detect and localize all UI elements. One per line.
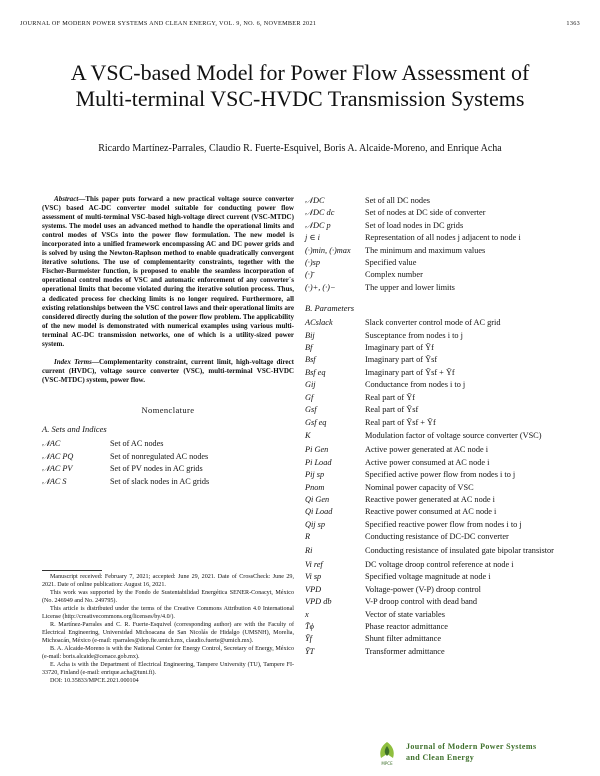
- index-terms-text: —Complementarity constraint, current limit, high-voltage direct current (HVDC), voltage source converter (VSC), multi-terminal VSC-HVDC (VSC-MTDC) system, power flow.: [42, 357, 294, 384]
- nom-symbol: x: [305, 609, 309, 619]
- nom-symbol: 𝒩AC: [42, 438, 61, 448]
- nomenclature-entry: [305, 609, 575, 621]
- nom-symbol: Gsf eq: [305, 417, 327, 427]
- nom-description: Transformer admittance: [365, 646, 445, 656]
- nom-description: DC voltage droop control reference at node i: [365, 559, 514, 569]
- nom-description: Real part of Ȳsf + Ȳf: [365, 417, 436, 427]
- nom-symbol: ACslack: [305, 318, 333, 328]
- nomenclature-entry: [305, 245, 575, 257]
- logo-line-1: Journal of Modern Power Systems: [406, 742, 537, 751]
- nom-symbol: 𝒩DC dc: [305, 208, 335, 218]
- nom-symbol: Pij sp: [305, 470, 325, 480]
- nomenclature-entry: [305, 207, 575, 219]
- nomenclature-entry: [305, 469, 575, 481]
- nomenclature-entry: [42, 463, 294, 476]
- nomenclature-entry: [305, 571, 575, 583]
- nom-symbol: Ri: [305, 545, 313, 555]
- abstract-text: —This paper puts forward a new practical voltage source converter (VSC) based AC-DC converter model suitable for conducting power flow assessment of multi-terminal VSC-based high-voltage direct current (VSC-MTDC) systems. The model uses an advanced method to handle the operational limits and control modes of VSCs into the power flow formulation. The new model is incorporated into a unified framework encompassing AC and DC power grids and is solved by using the Newton-Raphson method to enable quadratically convergent iterative solutions. The use of complementarity constraints, together with the Fischer-Burmeister function, is proposed to enable the seamless incorporation of operational control modes of VSC and automatic enforcement of any converter`s operational limits that become violated during the iterative solution process. Thus, a dedicated process for checking limits is no longer required. Furthermore, all existing relationships between the VSC control laws and their operational limits are considered directly during the solution of the power flow problem. The applicability of the new model is demonstrated with numerical examples using various multi-terminal AC-DC transmission networks, one of which is a utility-sized power system.: [42, 195, 294, 348]
- nomenclature-entry: [42, 438, 294, 451]
- nomenclature-entry: [305, 544, 575, 559]
- nomenclature-entry: [42, 451, 294, 464]
- nom-symbol: Pi Gen: [305, 445, 329, 455]
- nomenclature-entry: [305, 519, 575, 531]
- logo-line-2: and Clean Energy: [406, 752, 475, 762]
- footnote-rule: [42, 570, 102, 571]
- nomenclature-entry: [305, 257, 575, 269]
- nomenclature-entry: [305, 354, 575, 366]
- nom-symbol: VPD: [305, 584, 322, 594]
- footnote: B. A. Alcaide-Moreno is with the National Center for Energy Control, Secretary of Energy, México (e-mail: boris.alcaide@cenace.gob.mx).: [42, 646, 294, 660]
- nomenclature-entry: [305, 506, 575, 518]
- nom-symbol: 𝒩AC S: [42, 476, 67, 486]
- nom-symbol: (·)sp: [305, 258, 320, 268]
- journal-logo: [375, 740, 575, 770]
- nomenclature-entry: [305, 444, 575, 456]
- nom-description: Representation of all nodes j adjacent to node i: [365, 233, 521, 243]
- nom-symbol: K: [305, 430, 311, 440]
- nom-description: Specified voltage magnitude at node i: [365, 572, 491, 582]
- nom-description: Imaginary part of Ȳsf: [365, 355, 438, 365]
- nom-symbol: R: [305, 532, 311, 542]
- nom-description: The minimum and maximum values: [365, 245, 486, 255]
- author-list: Ricardo Martínez-Parrales, Claudio R. Fuerte-Esquivel, Boris A. Alcaide-Moreno, and Enrique Acha: [98, 143, 502, 154]
- nom-description: Nominal power capacity of VSC: [365, 482, 474, 492]
- nom-description: V-P droop control with dead band: [365, 597, 478, 607]
- nom-description: Set of AC nodes: [110, 438, 164, 448]
- right-column: [305, 195, 575, 658]
- nomenclature-entry: [305, 195, 575, 207]
- nomenclature-entry: [305, 269, 575, 281]
- nom-description: Conducting resistance of insulated gate bipolar transistor: [365, 545, 554, 555]
- nom-symbol: Vi ref: [305, 559, 323, 569]
- mpce-logo-icon: [375, 740, 399, 766]
- nomenclature-entry: [305, 392, 575, 404]
- nomenclature-entry: [305, 457, 575, 469]
- nom-description: Set of slack nodes in AC grids: [110, 476, 210, 486]
- nom-symbol: 𝒩DC: [305, 196, 325, 205]
- nom-symbol: Qij sp: [305, 519, 326, 529]
- footnote: E. Acha is with the Department of Electrical Engineering, Tampere University (TU), Tampere FI-33720, Finland (e-mail: enrique.acha@tuni.fi).: [42, 662, 294, 676]
- nom-symbol: Qi Load: [305, 507, 333, 517]
- nom-symbol: 𝒩AC PV: [42, 464, 73, 474]
- nomenclature-heading: Nomenclature: [141, 404, 195, 415]
- nom-symbol: Ȳf: [305, 634, 312, 644]
- footnote: This article is distributed under the terms of the Creative Commons Attribution 4.0 International License (http://creativecommons.org/licenses/by/4.0/).: [42, 606, 294, 620]
- nom-symbol: Pi Load: [305, 457, 332, 467]
- nomenclature-entry: [305, 559, 575, 571]
- nom-symbol: j ∈ i: [305, 233, 320, 243]
- footnotes: [42, 573, 294, 685]
- nom-description: Voltage-power (V-P) droop control: [365, 584, 481, 594]
- nom-description: Active power consumed at AC node i: [365, 457, 490, 467]
- page-number: 1363: [566, 20, 580, 27]
- nom-symbol: Qi Gen: [305, 494, 330, 504]
- nom-description: Real part of Ȳsf: [365, 405, 419, 415]
- nom-description: Set of load nodes in DC grids: [365, 220, 464, 230]
- nom-description: Imaginary part of Ȳsf + Ȳf: [365, 367, 455, 377]
- nomenclature-entry: [305, 584, 575, 596]
- footnote: DOI: 10.35833/MPCE.2021.000104: [50, 678, 139, 684]
- nomenclature-entry: [305, 232, 575, 244]
- nom-description: Set of PV nodes in AC grids: [110, 464, 203, 474]
- nom-description: Set of nodes at DC side of converter: [365, 208, 486, 218]
- nom-description: Conducting resistance of DC-DC converter: [365, 532, 509, 542]
- nom-symbol: 𝒩DC p: [305, 220, 331, 230]
- nomenclature-entry: [305, 596, 575, 608]
- nom-symbol: (·)̄: [305, 270, 313, 280]
- left-column: [42, 195, 294, 488]
- nomenclature-entry: [305, 367, 575, 379]
- nom-description: Reactive power generated at AC node i: [365, 494, 495, 504]
- nom-description: Set of all DC nodes: [365, 196, 430, 205]
- nom-symbol: Gf: [305, 392, 314, 402]
- nomenclature-entry: [305, 482, 575, 494]
- nom-symbol: Bsf: [305, 355, 316, 365]
- nomenclature-entry: [42, 476, 294, 489]
- nom-description: Modulation factor of voltage source converter (VSC): [365, 430, 542, 440]
- nom-symbol: VPD db: [305, 597, 332, 607]
- nom-symbol: T̄ϕ: [305, 622, 314, 631]
- index-terms-label: Index Terms: [54, 357, 92, 366]
- nom-symbol: Vi sp: [305, 572, 322, 582]
- nom-symbol: Bsf eq: [305, 367, 326, 377]
- nom-description: Specified value: [365, 258, 417, 268]
- nomenclature-entry: [305, 429, 575, 444]
- nom-description: Imaginary part of Ȳf: [365, 343, 434, 353]
- nomenclature-entry: [305, 633, 575, 645]
- nom-description: Active power generated at AC node i: [365, 445, 489, 455]
- abstract-label: Abstract: [54, 195, 79, 203]
- nomenclature-entry: [305, 531, 575, 543]
- nom-description: Specified reactive power flow from nodes i to j: [365, 519, 522, 529]
- index-terms: [42, 358, 294, 385]
- nom-symbol: ȲT: [305, 646, 315, 656]
- nom-symbol: Gij: [305, 380, 316, 390]
- nom-symbol: Pnom: [305, 482, 325, 492]
- footnote: R. Martínez-Parrales and C. R. Fuerte-Esquivel (corresponding author) are with the Faculty of Electrical Engineering, Universidad Michoacana de San Nicolás de Hidalgo (UMSNH), Morelia, Michoacán, México (e-mail: rparrales@dep.fie.umich.mx, claudio.fuerte@umich.mx).: [42, 622, 294, 644]
- parameters-heading: B. Parameters: [305, 303, 355, 314]
- nomenclature-entry: [305, 379, 575, 391]
- nomenclature-entry: [305, 417, 575, 429]
- nomenclature-entry: [305, 646, 575, 658]
- nomenclature-entry: [305, 342, 575, 354]
- sets-heading: A. Sets and Indices: [42, 423, 107, 434]
- nom-description: Slack converter control mode of AC grid: [365, 318, 501, 328]
- logo-mark-text: MPCE: [381, 761, 393, 766]
- nomenclature-entry: [305, 404, 575, 416]
- nomenclature-entry: [305, 494, 575, 506]
- footnote: This work was supported by the Fondo de Sustentabilidad Energética SENER-Conacyt, México (No. 246949 and No. 249795).: [42, 590, 294, 604]
- nom-description: Conductance from nodes i to j: [365, 380, 466, 390]
- paper-title: A VSC-based Model for Power Flow Assessment of Multi-terminal VSC-HVDC Transmission Systems: [70, 60, 530, 111]
- nom-symbol: (·)min, (·)max: [305, 245, 351, 255]
- nomenclature-entry: [305, 317, 575, 329]
- journal-header: JOURNAL OF MODERN POWER SYSTEMS AND CLEAN ENERGY, VOL. 9, NO. 6, NOVEMBER 2021: [20, 20, 317, 27]
- nom-description: The upper and lower limits: [365, 282, 455, 292]
- nom-description: Vector of state variables: [365, 609, 445, 619]
- footnote: Manuscript received: February 7, 2021; accepted: June 29, 2021. Date of CrossCheck: June 29, 2021. Date of online publication: August 16, 2021.: [42, 574, 294, 588]
- logo-text: [406, 742, 536, 763]
- nom-description: Real part of Ȳf: [365, 392, 415, 402]
- nom-description: Shunt filter admittance: [365, 634, 442, 644]
- nom-description: Reactive power consumed at AC node i: [365, 507, 497, 517]
- nomenclature-entry: [305, 330, 575, 342]
- nom-symbol: Bij: [305, 330, 315, 340]
- nom-description: Specified active power flow from nodes i to j: [365, 470, 516, 480]
- nomenclature-entry: [305, 282, 575, 294]
- nom-description: Complex number: [365, 270, 423, 280]
- nom-description: Set of nonregulated AC nodes: [110, 451, 209, 461]
- nom-description: Phase reactor admittance: [365, 622, 448, 631]
- nom-symbol: 𝒩AC PQ: [42, 451, 74, 461]
- nomenclature-entry: [305, 621, 575, 633]
- nomenclature-entry: [305, 220, 575, 232]
- nom-symbol: (·)+, (·)−: [305, 282, 336, 292]
- abstract: [42, 195, 294, 349]
- nom-symbol: Bf: [305, 343, 313, 353]
- nom-symbol: Gsf: [305, 405, 317, 415]
- nom-description: Susceptance from nodes i to j: [365, 330, 463, 340]
